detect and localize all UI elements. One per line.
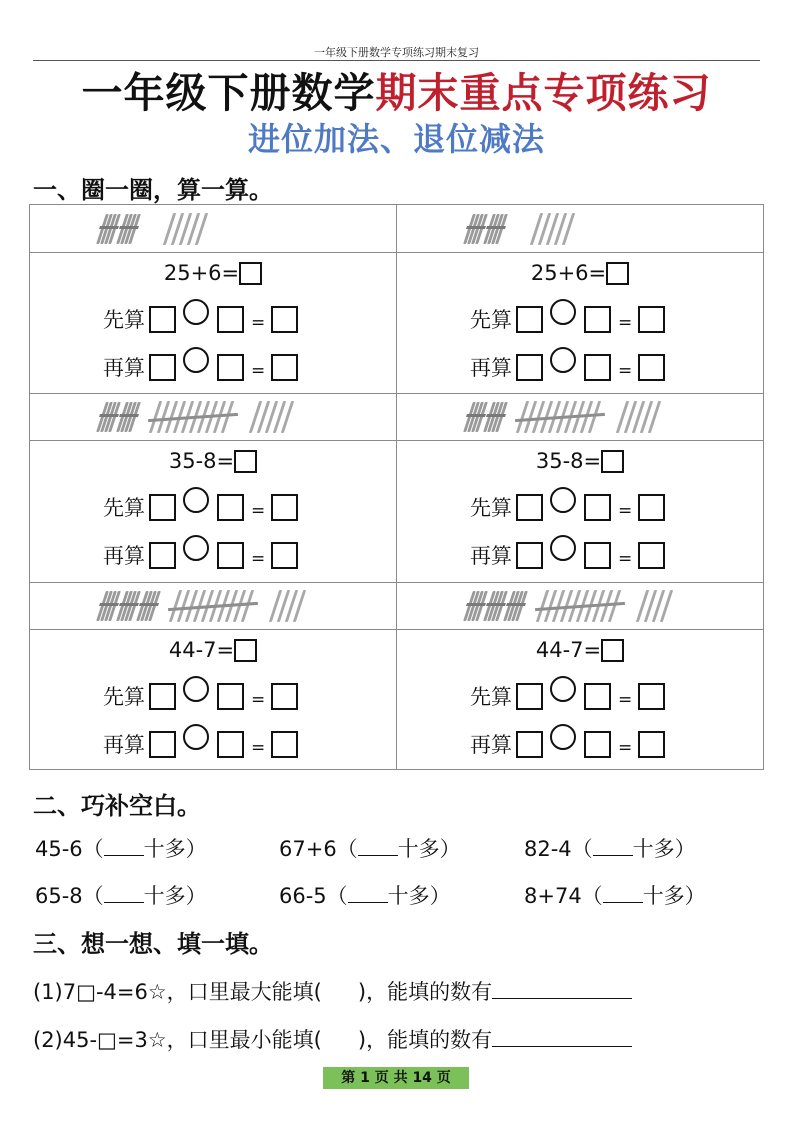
answer-box[interactable] — [239, 262, 262, 285]
equation — [397, 637, 763, 662]
operator-circle[interactable] — [183, 676, 209, 702]
fill-expression: 45-6（ — [35, 837, 104, 861]
section3-heading: 三、想一想、填一填。 — [33, 930, 273, 958]
fill-blank[interactable] — [358, 837, 398, 856]
sticks-picture — [100, 586, 306, 626]
result-box[interactable] — [638, 306, 665, 333]
fill-item — [524, 833, 696, 863]
calc-cell — [397, 252, 763, 393]
crossed-sticks — [541, 590, 621, 622]
equation-text: 25+6= — [163, 261, 240, 285]
operand-box[interactable] — [584, 494, 611, 521]
answer-box[interactable] — [234, 639, 257, 662]
operand-box[interactable] — [149, 683, 176, 710]
loose-sticks — [274, 590, 306, 622]
exercise-grid — [29, 204, 764, 770]
fill-blank[interactable] — [348, 884, 388, 903]
equation — [30, 260, 396, 285]
result-box[interactable] — [271, 731, 298, 758]
step-then — [103, 729, 305, 759]
operand-box[interactable] — [584, 306, 611, 333]
fill-item — [279, 833, 461, 863]
operand-box[interactable] — [516, 494, 543, 521]
page-header: 一年级下册数学专项练习期末复习 — [314, 46, 479, 59]
calc-cell — [30, 440, 396, 581]
operand-box[interactable] — [516, 731, 543, 758]
result-box[interactable] — [271, 494, 298, 521]
operand-box[interactable] — [217, 306, 244, 333]
step-label: 先算 — [103, 496, 145, 520]
operator-circle[interactable] — [183, 724, 209, 750]
fill-expression: 66-5（ — [279, 884, 348, 908]
fill-expression: 82-4（ — [524, 837, 593, 861]
operand-box[interactable] — [516, 306, 543, 333]
operand-box[interactable] — [149, 354, 176, 381]
step-first — [103, 492, 305, 522]
equation — [397, 448, 763, 473]
step-then — [470, 729, 672, 759]
equals-sign: = — [618, 738, 633, 758]
grid-row-line — [30, 582, 763, 583]
fill-expression: 8+74（ — [524, 884, 603, 908]
operand-box[interactable] — [217, 731, 244, 758]
step-then — [470, 540, 672, 570]
equals-sign: = — [251, 361, 266, 381]
fill-suffix: 十多） — [632, 837, 696, 861]
answer-box[interactable] — [606, 262, 629, 285]
grid-row-line — [30, 393, 763, 394]
operand-box[interactable] — [584, 354, 611, 381]
fill-item — [35, 833, 207, 863]
step-label: 先算 — [103, 308, 145, 332]
operator-circle[interactable] — [550, 535, 576, 561]
result-box[interactable] — [638, 542, 665, 569]
operator-circle[interactable] — [550, 299, 576, 325]
result-box[interactable] — [638, 354, 665, 381]
equation-text: 35-8= — [535, 449, 602, 473]
question-1-tail: )，能填的数有 — [357, 980, 493, 1004]
step-label: 再算 — [470, 544, 512, 568]
result-box[interactable] — [271, 683, 298, 710]
step-first — [103, 681, 305, 711]
loose-sticks — [641, 590, 673, 622]
question-2 — [33, 1024, 632, 1054]
equals-sign: = — [618, 549, 633, 569]
question-2-text: (2)45-□=3☆，口里最小能填( — [33, 1028, 322, 1052]
equation — [397, 260, 763, 285]
equation-text: 44-7= — [535, 638, 602, 662]
result-box[interactable] — [271, 306, 298, 333]
main-title-red: 期末重点专项练习 — [375, 69, 712, 117]
step-label: 先算 — [470, 496, 512, 520]
operand-box[interactable] — [217, 683, 244, 710]
step-label: 先算 — [470, 308, 512, 332]
equals-sign: = — [618, 690, 633, 710]
fill-blank[interactable] — [104, 884, 144, 903]
equals-sign: = — [251, 738, 266, 758]
loose-sticks — [535, 213, 575, 245]
step-then — [103, 540, 305, 570]
operand-box[interactable] — [149, 494, 176, 521]
loose-sticks — [168, 213, 208, 245]
fill-item — [279, 880, 451, 910]
step-label: 再算 — [470, 356, 512, 380]
fill-blank[interactable] — [104, 837, 144, 856]
sticks-picture — [467, 209, 575, 249]
result-box[interactable] — [638, 731, 665, 758]
operator-circle[interactable] — [550, 487, 576, 513]
step-label: 再算 — [103, 733, 145, 757]
crossed-sticks — [154, 401, 234, 433]
answer-box[interactable] — [601, 639, 624, 662]
operand-box[interactable] — [584, 731, 611, 758]
step-first — [470, 304, 672, 334]
operand-box[interactable] — [149, 731, 176, 758]
step-first — [470, 492, 672, 522]
loose-sticks — [254, 401, 294, 433]
fill-suffix: 十多） — [642, 884, 706, 908]
operand-box[interactable] — [516, 354, 543, 381]
operator-circle[interactable] — [183, 299, 209, 325]
result-box[interactable] — [638, 494, 665, 521]
main-title — [0, 60, 793, 119]
equation-text: 35-8= — [168, 449, 235, 473]
step-first — [103, 304, 305, 334]
fill-blank[interactable] — [593, 837, 633, 856]
question-1 — [33, 976, 632, 1006]
sticks-picture — [467, 586, 673, 626]
answer-box[interactable] — [601, 450, 624, 473]
question-2-answer-line[interactable] — [492, 1026, 632, 1047]
calc-cell — [397, 629, 763, 770]
operand-box[interactable] — [217, 354, 244, 381]
operand-box[interactable] — [149, 542, 176, 569]
calc-cell — [30, 252, 396, 393]
section2-heading: 二、巧补空白。 — [33, 792, 201, 820]
fill-item — [524, 880, 706, 910]
step-first — [470, 681, 672, 711]
equals-sign: = — [251, 690, 266, 710]
operand-box[interactable] — [584, 542, 611, 569]
operand-box[interactable] — [217, 494, 244, 521]
question-1-answer-line[interactable] — [492, 978, 632, 999]
equals-sign: = — [251, 549, 266, 569]
crossed-sticks — [521, 401, 601, 433]
equals-sign: = — [251, 501, 266, 521]
step-then — [103, 352, 305, 382]
operator-circle[interactable] — [183, 347, 209, 373]
fill-suffix: 十多） — [387, 884, 451, 908]
equation-text: 25+6= — [530, 261, 607, 285]
operator-circle[interactable] — [183, 535, 209, 561]
equals-sign: = — [251, 313, 266, 333]
question-2-tail: )，能填的数有 — [357, 1028, 493, 1052]
operator-circle[interactable] — [550, 724, 576, 750]
sticks-picture — [467, 397, 661, 437]
result-box[interactable] — [271, 542, 298, 569]
operator-circle[interactable] — [550, 347, 576, 373]
crossed-sticks — [174, 590, 254, 622]
result-box[interactable] — [638, 683, 665, 710]
operand-box[interactable] — [584, 683, 611, 710]
fill-expression: 67+6（ — [279, 837, 358, 861]
section1-heading: 一、圈一圈，算一算。 — [33, 176, 273, 204]
answer-box[interactable] — [234, 450, 257, 473]
subtitle: 进位加法、退位减法 — [247, 120, 545, 158]
equation — [30, 637, 396, 662]
step-label: 再算 — [103, 356, 145, 380]
fill-suffix: 十多） — [143, 837, 207, 861]
equals-sign: = — [618, 501, 633, 521]
calc-cell — [397, 440, 763, 581]
page-footer: 第 1 页 共 14 页 — [323, 1067, 469, 1089]
sticks-picture — [100, 397, 294, 437]
loose-sticks — [621, 401, 661, 433]
operand-box[interactable] — [516, 542, 543, 569]
step-label: 再算 — [470, 733, 512, 757]
equation-text: 44-7= — [168, 638, 235, 662]
operator-circle[interactable] — [550, 676, 576, 702]
question-1-text: (1)7□-4=6☆，口里最大能填( — [33, 980, 322, 1004]
operand-box[interactable] — [217, 542, 244, 569]
operand-box[interactable] — [149, 306, 176, 333]
equals-sign: = — [618, 313, 633, 333]
fill-expression: 65-8（ — [35, 884, 104, 908]
operator-circle[interactable] — [183, 487, 209, 513]
fill-blank[interactable] — [603, 884, 643, 903]
step-label: 再算 — [103, 544, 145, 568]
result-box[interactable] — [271, 354, 298, 381]
fill-item — [35, 880, 207, 910]
step-label: 先算 — [470, 685, 512, 709]
calc-cell — [30, 629, 396, 770]
fill-suffix: 十多） — [143, 884, 207, 908]
equation — [30, 448, 396, 473]
operand-box[interactable] — [516, 683, 543, 710]
step-then — [470, 352, 672, 382]
sticks-picture — [100, 209, 208, 249]
equals-sign: = — [618, 361, 633, 381]
step-label: 先算 — [103, 685, 145, 709]
main-title-black: 一年级下册数学 — [81, 69, 376, 117]
fill-suffix: 十多） — [397, 837, 461, 861]
